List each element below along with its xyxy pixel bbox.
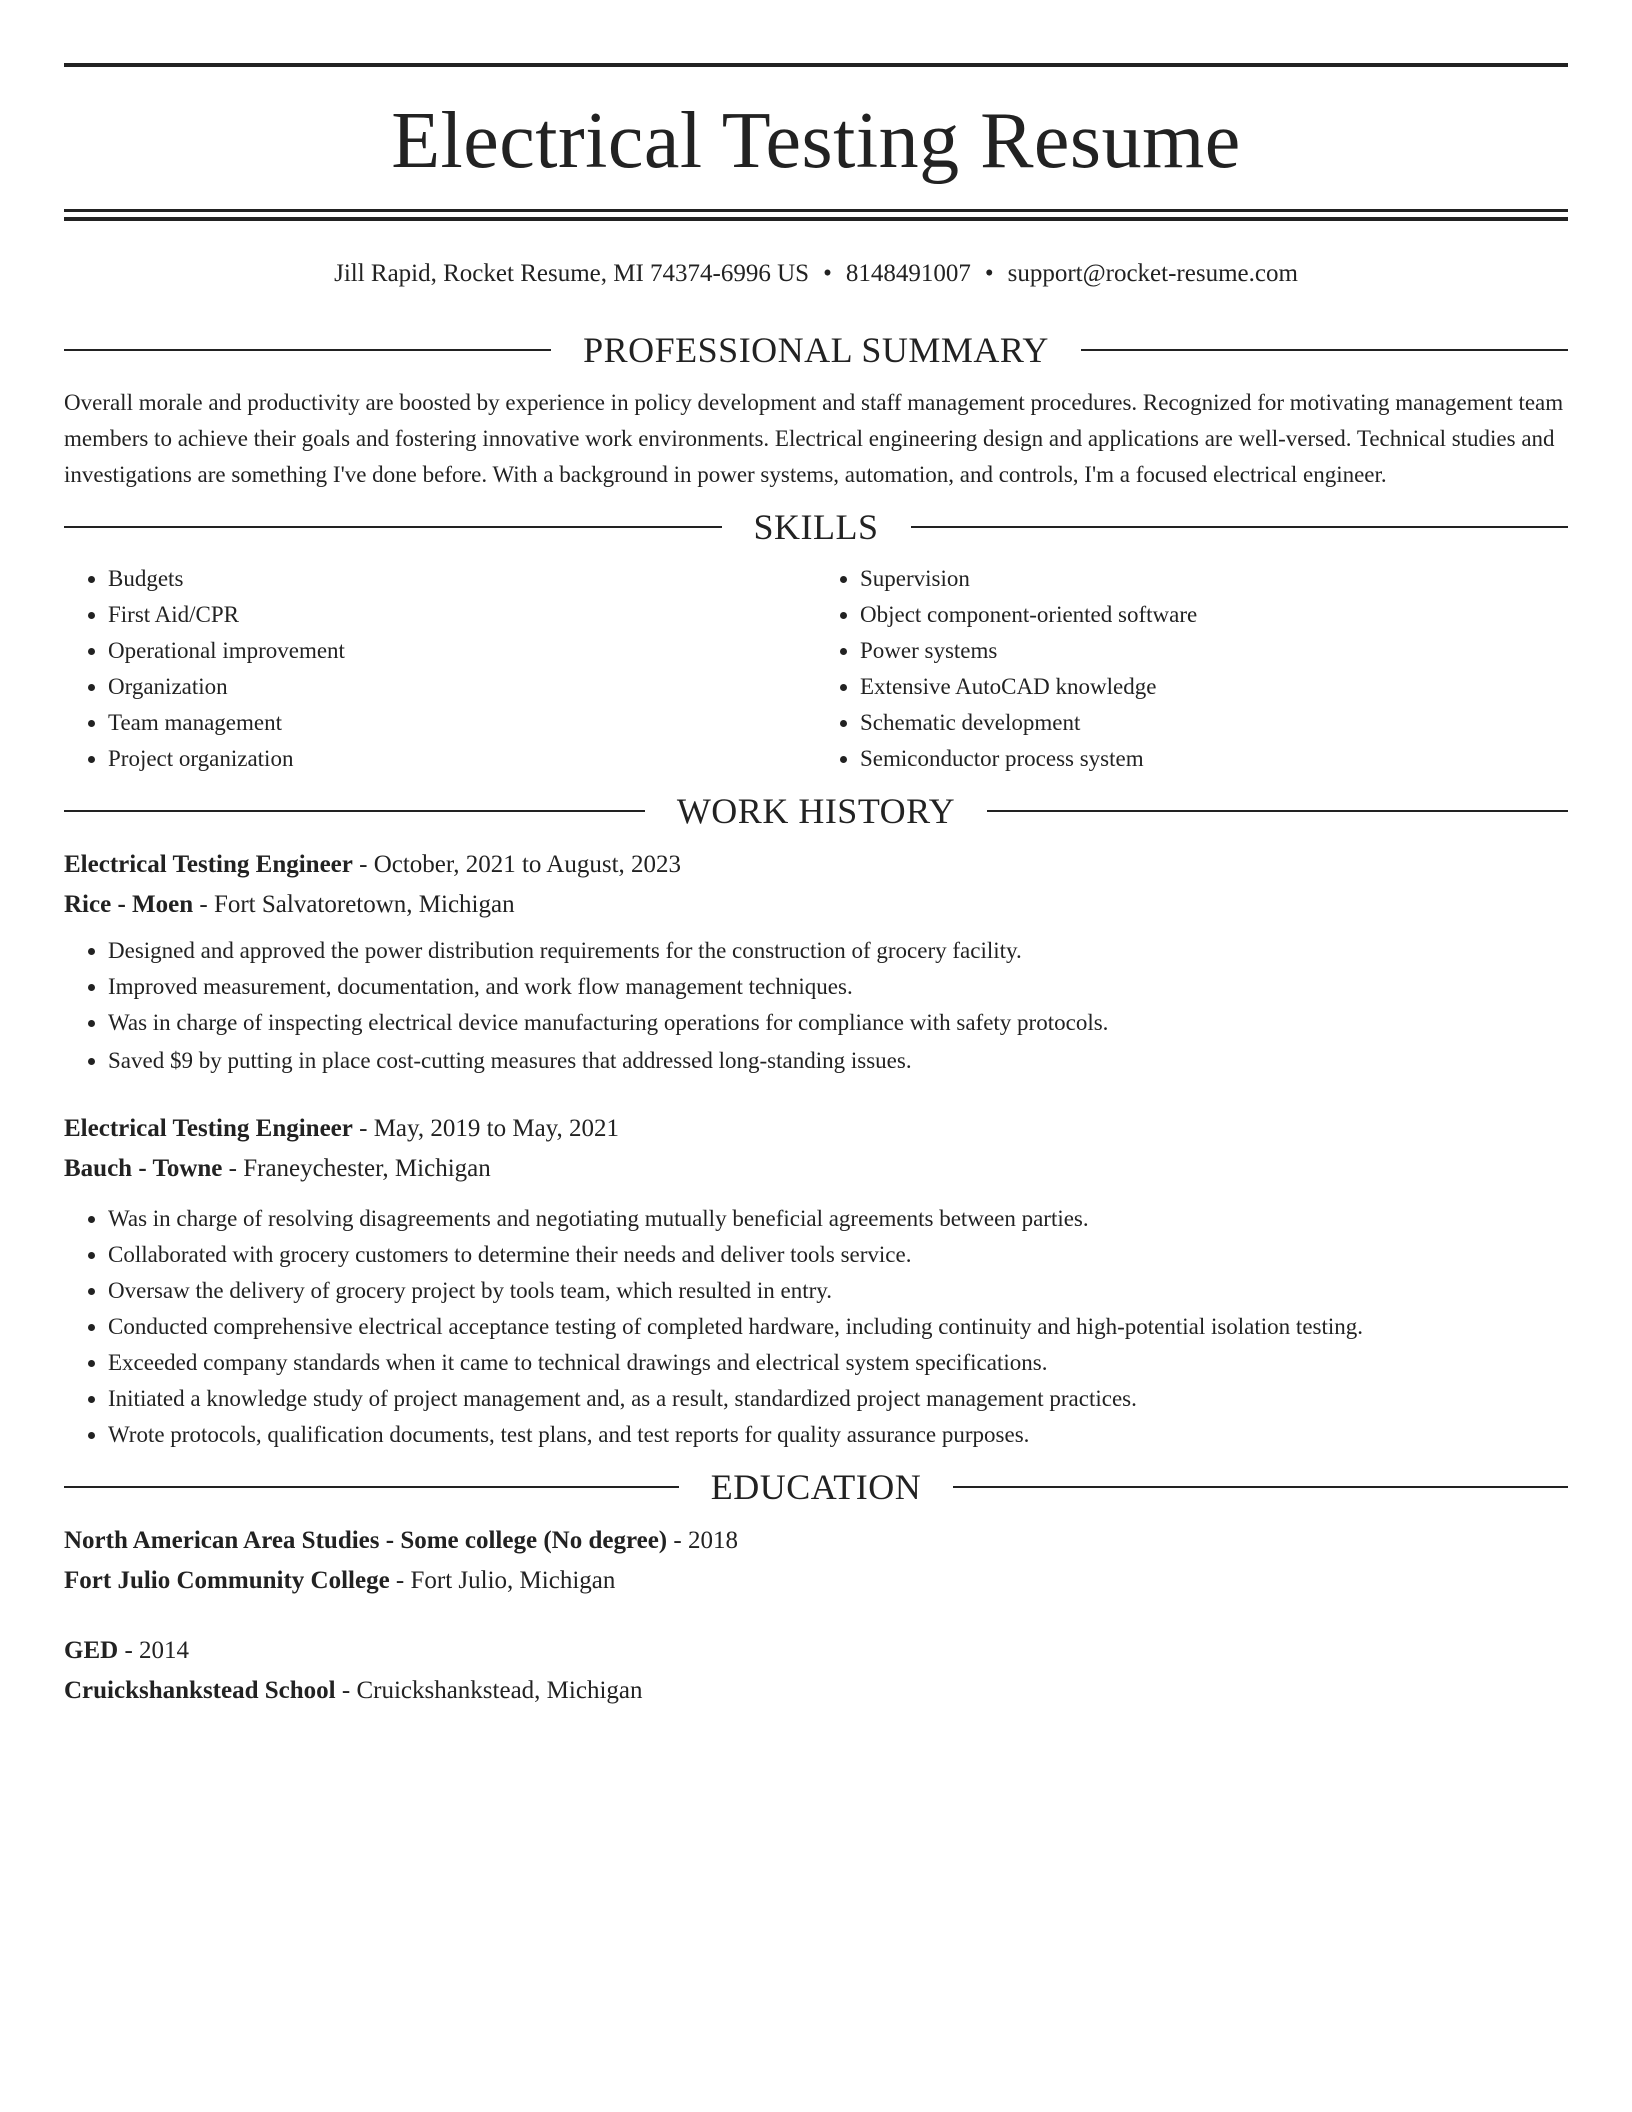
dash: - — [118, 1637, 140, 1664]
skill-item: • Project organization — [108, 741, 816, 777]
skills-heading — [64, 505, 1568, 549]
contact-separator: • — [984, 260, 994, 287]
skills-column-right — [816, 561, 1568, 777]
top-rule — [64, 63, 1568, 67]
company-name: Bauch - Towne — [64, 1155, 223, 1182]
degree-year: 2014 — [139, 1637, 190, 1664]
contact-separator: • — [823, 260, 832, 287]
degree-name: GED — [64, 1637, 119, 1664]
skill-item: • Budgets — [108, 561, 816, 597]
job-dates: October, 2021 to August, 2023 — [373, 851, 682, 878]
job-bullets — [64, 1201, 1568, 1453]
company-location: Franeychester, Michigan — [243, 1155, 491, 1182]
work-heading — [64, 789, 1568, 833]
skill-item: • Team management — [108, 705, 816, 741]
school-location: Fort Julio, Michigan — [410, 1567, 616, 1594]
skills-heading-label: SKILLS — [753, 507, 879, 547]
dash: - — [667, 1527, 688, 1554]
heading-rule-right — [953, 1486, 1568, 1488]
skill-item: • Power systems — [860, 633, 1568, 669]
contact-email: support@rocket-resume.com — [1007, 260, 1298, 287]
job-bullet: • Oversaw the delivery of grocery project by tools team, which resulted in entry. — [108, 1273, 1568, 1309]
dash: - — [222, 1155, 244, 1182]
dash: - — [193, 891, 214, 918]
job-bullet: • Was in charge of inspecting electrical device manufacturing operations for compliance with safety protocols. — [108, 1005, 1568, 1041]
school-location: Cruickshankstead, Michigan — [356, 1677, 643, 1704]
work-heading-label: WORK HISTORY — [676, 791, 956, 831]
company-line — [64, 1149, 1568, 1189]
heading-rule-left — [64, 349, 551, 351]
job-bullet: • Saved $9 by putting in place cost-cutting measures that addressed long-standing issues. — [108, 1043, 1568, 1079]
job-title: Electrical Testing Engineer — [64, 1115, 353, 1142]
job-bullet: • Exceeded company standards when it came to technical drawings and electrical system specifications. — [108, 1345, 1568, 1381]
company-line — [64, 885, 1568, 925]
title-double-rule — [64, 209, 1568, 221]
job-bullet: • Designed and approved the power distribution requirements for the construction of grocery facility. — [108, 933, 1568, 969]
degree-line — [64, 1631, 1568, 1671]
school-name: Cruickshankstead School — [64, 1677, 336, 1704]
contact-phone: 8148491007 — [845, 260, 971, 287]
summary-text: Overall morale and productivity are boosted by experience in policy development and staff management procedures. Recognized for motivating management team members to achieve their goals and fostering innovative work environments. Electrical engineering design and applications are well-versed. Technical studies and investigations are something I've done before. With a background in power systems, automation, and controls, I'm a focused electrical engineer. — [64, 390, 1564, 487]
degree-year: 2018 — [687, 1527, 738, 1554]
heading-rule-left — [64, 810, 645, 812]
dash: - — [352, 851, 374, 878]
skills-column-left — [64, 561, 816, 777]
education-entry — [64, 1631, 1568, 1711]
job-title-line — [64, 1109, 1568, 1149]
job-entry — [64, 845, 1568, 1079]
job-bullet: • Initiated a knowledge study of project management and, as a result, standardized project management practices. — [108, 1381, 1568, 1417]
contact-address: Jill Rapid, Rocket Resume, MI 74374-6996 US — [334, 260, 810, 287]
company-location: Fort Salvatoretown, Michigan — [213, 891, 515, 918]
job-title-line — [64, 845, 1568, 885]
job-bullet: • Collaborated with grocery customers to determine their needs and deliver tools service. — [108, 1237, 1568, 1273]
resume-title: Electrical Testing Resume — [391, 97, 1241, 185]
school-line — [64, 1671, 1568, 1711]
skill-item: • Semiconductor process system — [860, 741, 1568, 777]
school-name: Fort Julio Community College — [64, 1567, 390, 1594]
education-entry — [64, 1521, 1568, 1601]
education-heading — [64, 1465, 1568, 1509]
job-bullet: • Conducted comprehensive electrical acceptance testing of completed hardware, including continuity and high-potential isolation testing. — [108, 1309, 1568, 1345]
heading-rule-right — [911, 526, 1569, 528]
job-bullet: • Was in charge of resolving disagreements and negotiating mutually beneficial agreements between parties. — [108, 1201, 1568, 1237]
job-bullets — [64, 933, 1568, 1079]
skill-item: • First Aid/CPR — [108, 597, 816, 633]
job-title: Electrical Testing Engineer — [64, 851, 353, 878]
company-name: Rice - Moen — [64, 891, 194, 918]
skill-item: • Object component-oriented software — [860, 597, 1568, 633]
job-dates: May, 2019 to May, 2021 — [373, 1115, 620, 1142]
skills-list — [64, 561, 1568, 777]
degree-name: North American Area Studies - Some college (No degree) — [64, 1527, 668, 1554]
skill-item: • Supervision — [860, 561, 1568, 597]
degree-line — [64, 1521, 1568, 1561]
job-bullet: • Wrote protocols, qualification documents, test plans, and test reports for quality assurance purposes. — [108, 1417, 1568, 1453]
skill-item: • Organization — [108, 669, 816, 705]
dash: - — [389, 1567, 411, 1594]
dash: - — [352, 1115, 374, 1142]
summary-heading — [64, 328, 1568, 372]
contact-line — [64, 259, 1568, 289]
skill-item: • Schematic development — [860, 705, 1568, 741]
dash: - — [335, 1677, 357, 1704]
heading-rule-left — [64, 1486, 679, 1488]
school-line — [64, 1561, 1568, 1601]
job-entry — [64, 1109, 1568, 1453]
summary-heading-label: PROFESSIONAL SUMMARY — [583, 330, 1049, 370]
job-bullet: • Improved measurement, documentation, and work flow management techniques. — [108, 969, 1568, 1005]
skill-item: • Extensive AutoCAD knowledge — [860, 669, 1568, 705]
heading-rule-right — [987, 810, 1568, 812]
heading-rule-left — [64, 526, 722, 528]
heading-rule-right — [1081, 349, 1568, 351]
education-heading-label: EDUCATION — [710, 1467, 922, 1507]
skill-item: • Operational improvement — [108, 633, 816, 669]
